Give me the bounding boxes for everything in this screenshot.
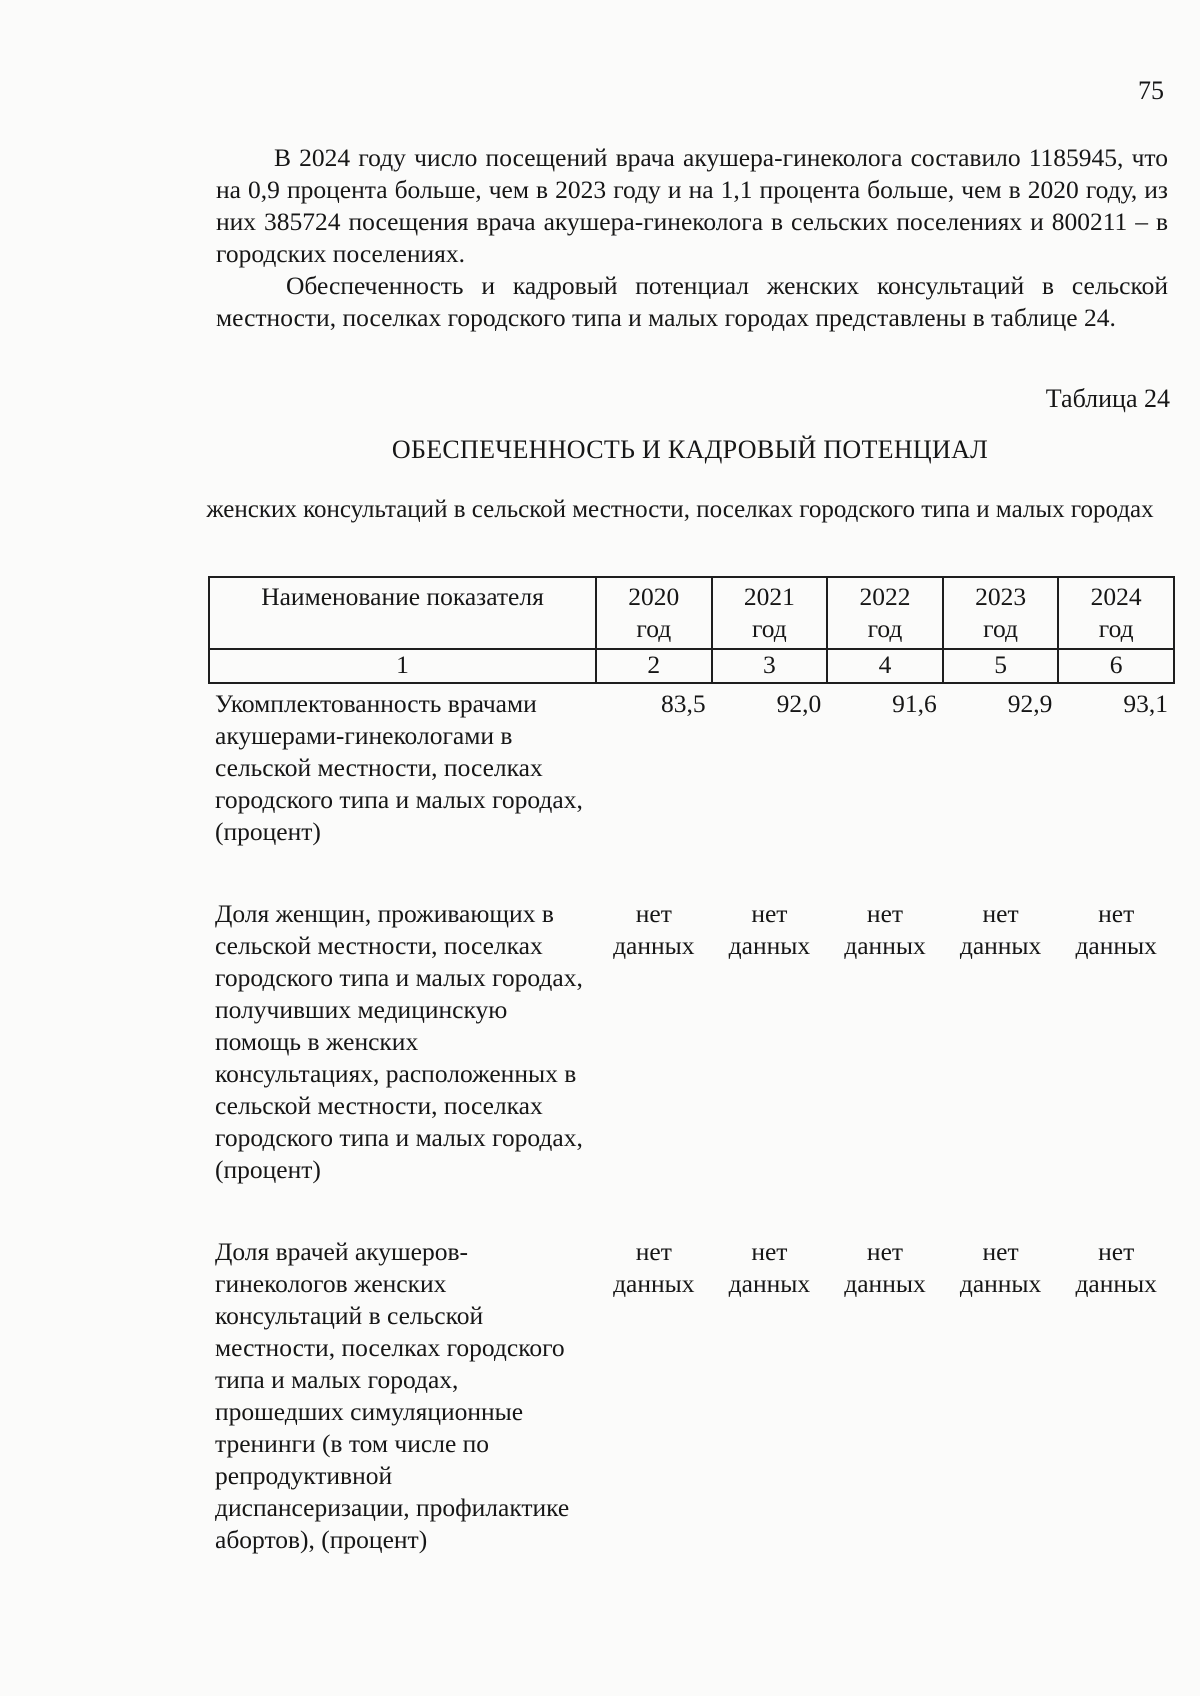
no-data-value: нет данных bbox=[959, 899, 1042, 960]
header-year: 2024 год bbox=[1058, 577, 1174, 649]
indicator-value: 91,6 bbox=[892, 689, 937, 718]
indicator-value: 83,5 bbox=[660, 689, 706, 718]
no-data-value: нет данных bbox=[1075, 899, 1157, 960]
indicator-value: 93,1 bbox=[1123, 689, 1168, 718]
table-row bbox=[209, 683, 1174, 894]
header-year: 2021 год bbox=[712, 577, 828, 649]
no-data-value: нет данных bbox=[728, 1237, 811, 1298]
no-data-value: нет данных bbox=[844, 899, 926, 960]
paragraph-visits: В 2024 году число посещений врача акушера-гинеколога составило 1185945, что на 0,9 процента больше, чем в 2023 году и на 1,1 процента больше, чем в 2020 году, из них 385724 посещения врача акушера-гинеколога в сельских поселениях и 800211 – в городских поселениях. bbox=[216, 143, 1168, 268]
header-indicator-name: Наименование показателя bbox=[209, 577, 596, 649]
table-header-row bbox=[209, 577, 1174, 649]
table-row bbox=[209, 1232, 1174, 1602]
no-data-value: нет данных bbox=[613, 1237, 695, 1298]
no-data-value: нет данных bbox=[844, 1237, 926, 1298]
table-title: ОБЕСПЕЧЕННОСТЬ И КАДРОВЫЙ ПОТЕНЦИАЛ bbox=[391, 435, 989, 464]
no-data-value: нет данных bbox=[613, 899, 695, 960]
header-year: 2020 год bbox=[596, 577, 712, 649]
no-data-value: нет данных bbox=[728, 899, 811, 960]
header-year: 2022 год bbox=[827, 577, 943, 649]
indicator-value: 92,0 bbox=[776, 689, 822, 718]
indicator-name: Укомплектованность врачами акушерами-гинекологами в сельской местности, поселках городского типа и малых городах, (процент) bbox=[215, 689, 583, 846]
table-label: Таблица 24 bbox=[1045, 384, 1170, 413]
header-year: 2023 год bbox=[943, 577, 1059, 649]
column-number: 2 bbox=[596, 649, 712, 683]
indicator-name: Доля врачей акушеров-гинекологов женских консультаций в сельской местности, поселках городского типа и малых городах, прошедших симуляционные тренинги (в том числе по репродуктивной диспансеризации, профилактике абортов), (процент) bbox=[215, 1237, 570, 1554]
no-data-value: нет данных bbox=[959, 1237, 1042, 1298]
column-number: 5 bbox=[943, 649, 1059, 683]
column-number: 3 bbox=[712, 649, 828, 683]
indicator-value: 92,9 bbox=[1007, 689, 1053, 718]
no-data-value: нет данных bbox=[1075, 1237, 1157, 1298]
column-number: 1 bbox=[209, 649, 596, 683]
column-number: 4 bbox=[827, 649, 943, 683]
paragraph-staffing-intro: Обеспеченность и кадровый потенциал женских консультаций в сельской местности, поселках городского типа и малых городах представлены в таблице 24. bbox=[216, 271, 1168, 332]
indicator-name: Доля женщин, проживающих в сельской местности, поселках городского типа и малых городах, получивших медицинскую помощь в женских консультациях, расположенных в сельской местности, поселках городского типа и малых городах, (процент) bbox=[215, 899, 583, 1184]
column-number-row bbox=[209, 649, 1174, 683]
table-row bbox=[209, 894, 1174, 1232]
staffing-table bbox=[208, 576, 1175, 1602]
column-number: 6 bbox=[1058, 649, 1174, 683]
table-subtitle: женских консультаций в сельской местности, поселках городского типа и малых городах bbox=[206, 496, 1154, 523]
page-number: 75 bbox=[1138, 76, 1164, 105]
